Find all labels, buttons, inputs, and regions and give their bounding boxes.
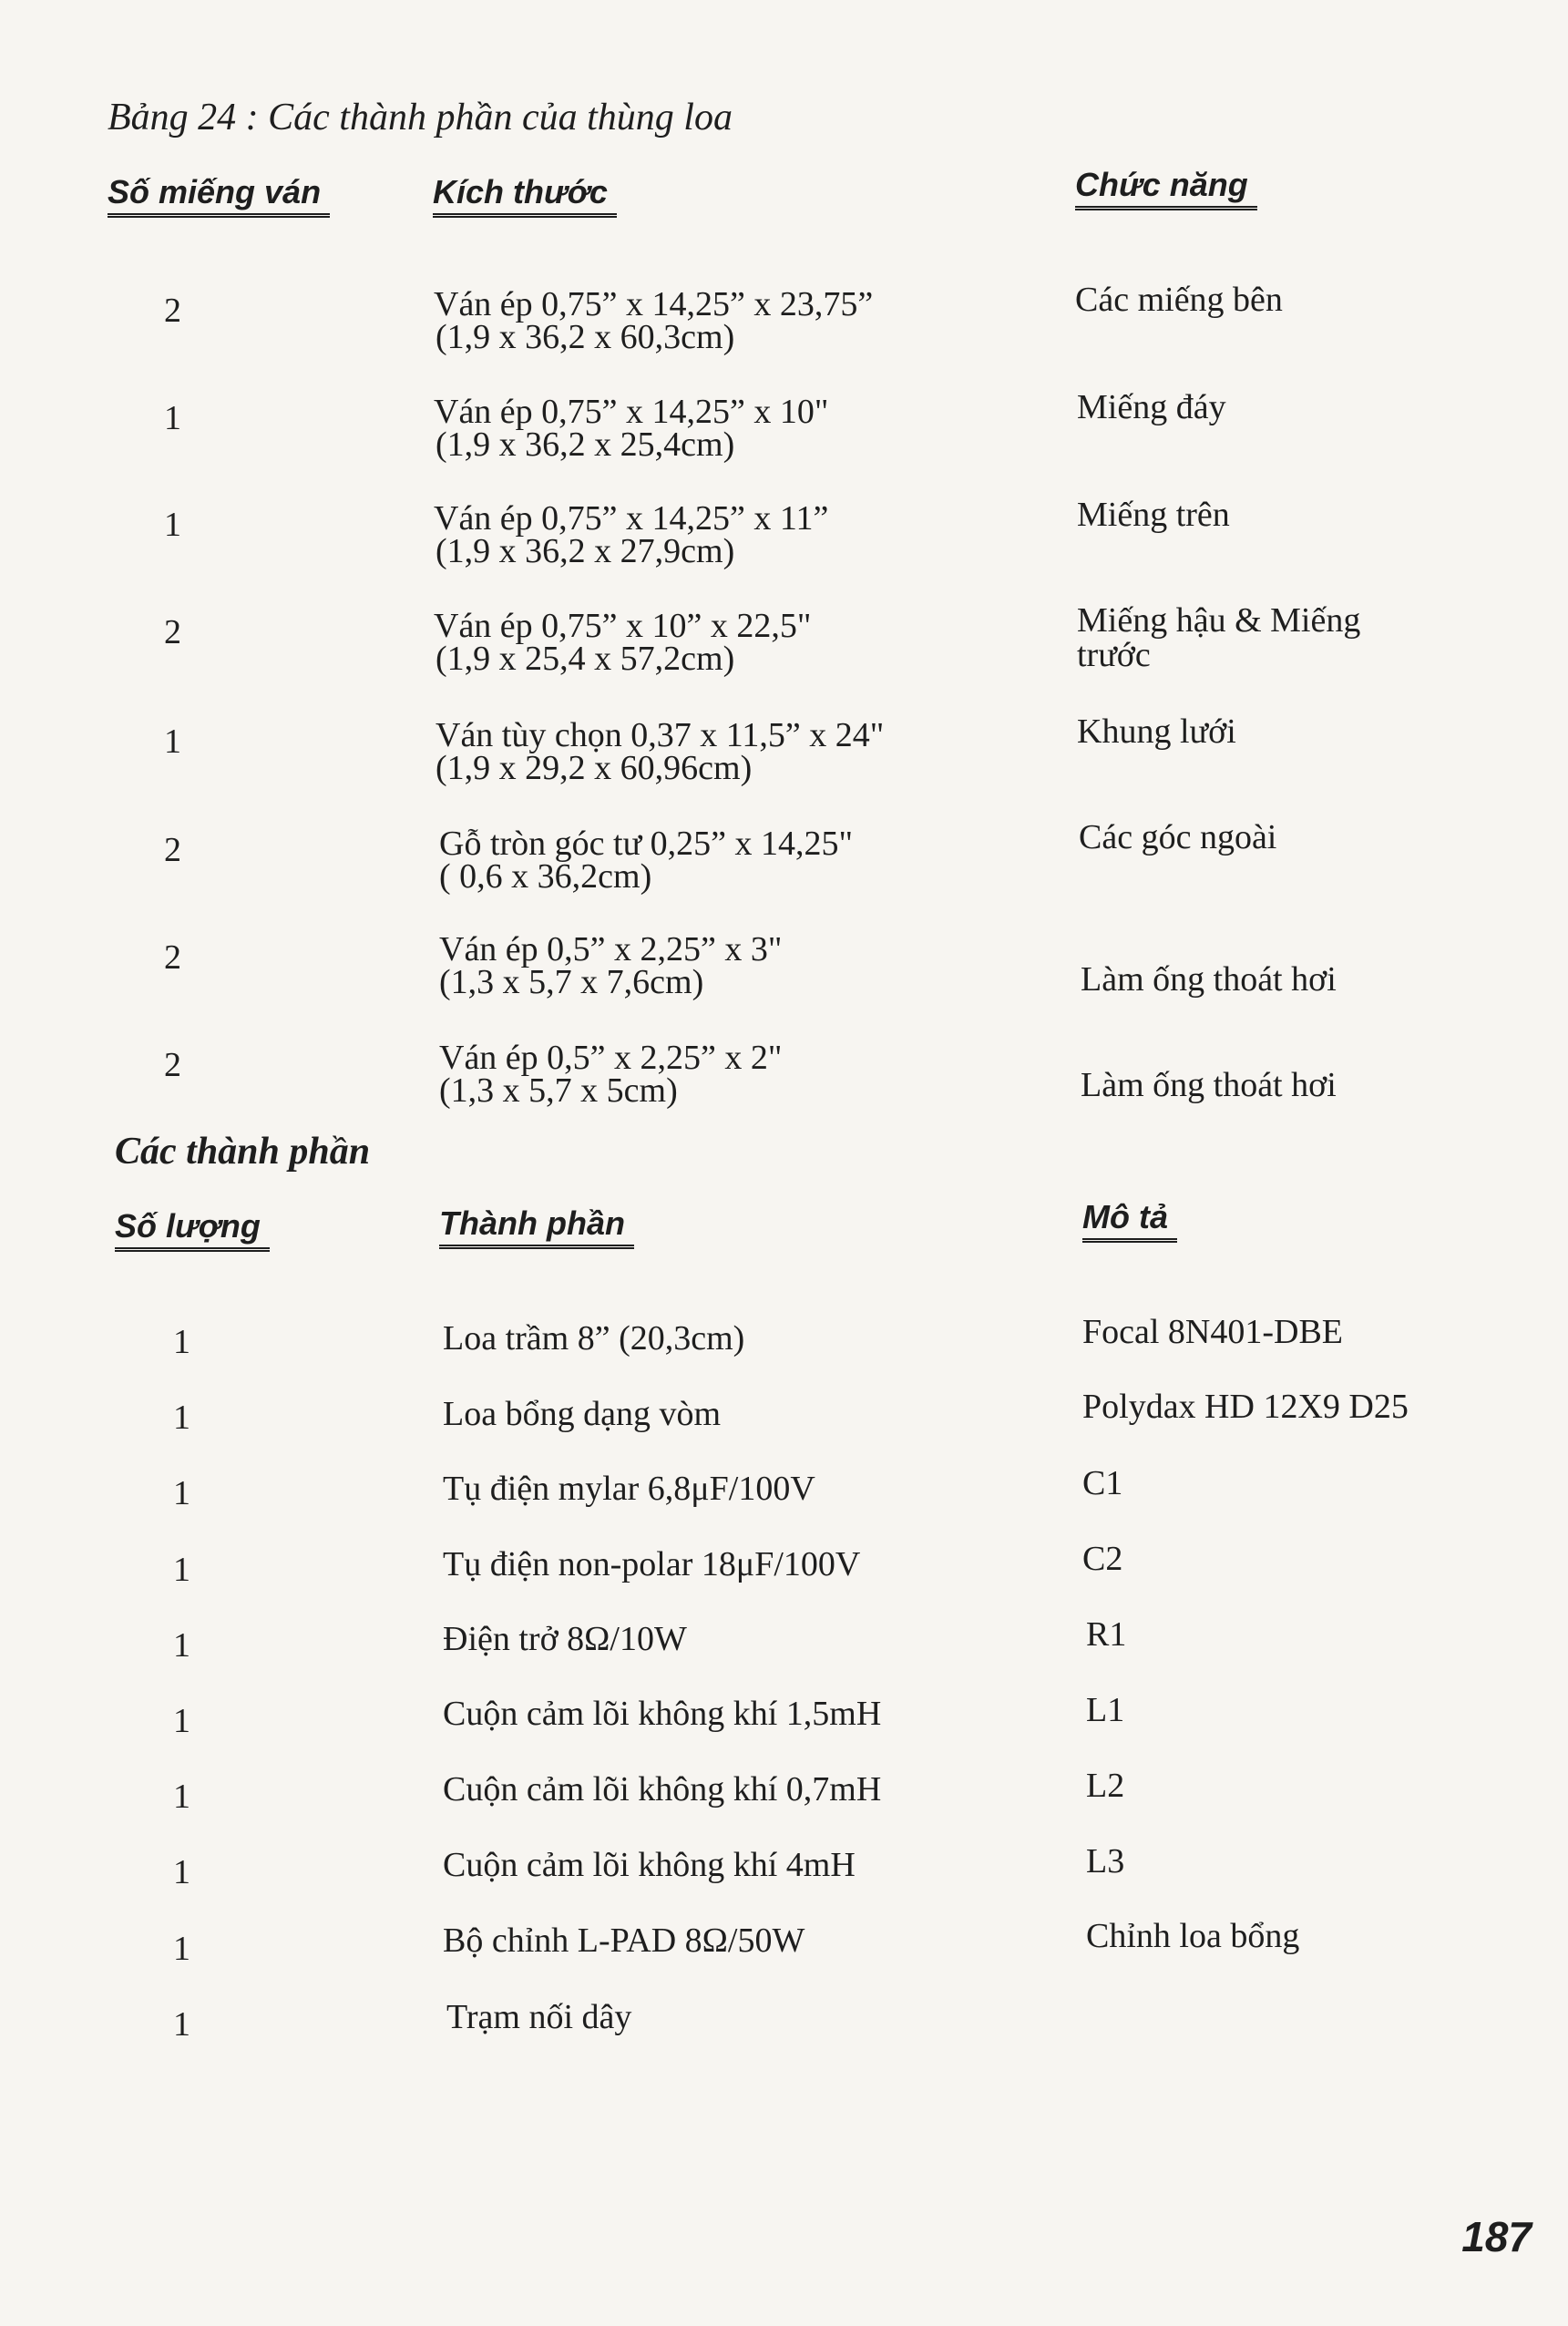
component-row-part: Tụ điện mylar 6,8μF/100V — [443, 1470, 815, 1508]
header-component-part: Thành phần — [439, 1204, 634, 1249]
component-row-description: C1 — [1082, 1464, 1123, 1502]
component-row-quantity: 1 — [173, 1399, 190, 1437]
component-row-part: Tụ điện non-polar 18μF/100V — [443, 1545, 861, 1583]
component-row-part: Loa bổng dạng vòm — [443, 1395, 722, 1433]
panel-row-size-metric: (1,9 x 36,2 x 60,3cm) — [436, 318, 735, 356]
panel-row-function-cont: trước — [1077, 636, 1151, 674]
component-row-description: L1 — [1086, 1691, 1125, 1729]
panel-row-function: Khung lưới — [1077, 712, 1236, 751]
component-row-quantity: 1 — [173, 1626, 190, 1665]
panel-row-function: Làm ống thoát hơi — [1081, 960, 1337, 999]
panel-row-size-metric: (1,9 x 25,4 x 57,2cm) — [436, 640, 735, 678]
component-row-description: C2 — [1082, 1540, 1123, 1578]
component-row-part: Cuộn cảm lõi không khí 4mH — [443, 1846, 856, 1884]
panel-row-size: Ván ép 0,5” x 2,25” x 3" — [439, 930, 783, 968]
panel-row-size-metric: (1,9 x 29,2 x 60,96cm) — [436, 749, 753, 787]
panel-row-size: Ván ép 0,75” x 14,25” x 23,75” — [434, 285, 874, 323]
panel-row-function: Miếng trên — [1077, 496, 1230, 534]
panel-row-size-metric: (1,9 x 36,2 x 25,4cm) — [436, 425, 735, 464]
panel-row-count: 1 — [164, 722, 181, 761]
panel-row-count: 2 — [164, 292, 181, 330]
panel-row-size: Gỗ tròn góc tư 0,25” x 14,25" — [439, 825, 854, 863]
component-row-description: R1 — [1086, 1615, 1127, 1654]
component-row-description: Polydax HD 12X9 D25 — [1082, 1388, 1409, 1426]
header-panel-function: Chức năng — [1075, 166, 1257, 210]
panel-row-size-metric: (1,9 x 36,2 x 27,9cm) — [436, 532, 735, 570]
component-row-description: L2 — [1086, 1767, 1125, 1805]
panel-row-count: 2 — [164, 613, 181, 651]
component-row-description: L3 — [1086, 1842, 1125, 1880]
header-component-description: Mô tả — [1082, 1198, 1177, 1243]
component-row-part: Trạm nối dây — [446, 1998, 632, 2036]
component-row-part: Cuộn cảm lõi không khí 0,7mH — [443, 1770, 882, 1809]
header-panel-count: Số miếng ván — [108, 173, 330, 218]
component-row-description: Chỉnh loa bổng — [1086, 1917, 1300, 1955]
panel-row-count: 2 — [164, 1046, 181, 1084]
panel-row-count: 1 — [164, 399, 181, 437]
panel-row-count: 2 — [164, 831, 181, 869]
component-row-part: Bộ chỉnh L-PAD 8Ω/50W — [443, 1921, 805, 1960]
component-row-quantity: 1 — [173, 1778, 190, 1816]
component-row-quantity: 1 — [173, 1930, 190, 1968]
component-row-quantity: 1 — [173, 1474, 190, 1512]
components-section-title: Các thành phần — [115, 1131, 371, 1173]
panel-row-function: Các góc ngoài — [1079, 818, 1277, 856]
component-row-quantity: 1 — [173, 1702, 190, 1740]
panel-row-function: Miếng hậu & Miếng — [1077, 601, 1361, 640]
panel-row-size-metric: ( 0,6 x 36,2cm) — [439, 857, 652, 896]
component-row-part: Điện trở 8Ω/10W — [443, 1620, 687, 1658]
component-row-quantity: 1 — [173, 1551, 190, 1589]
panel-row-size: Ván ép 0,5” x 2,25” x 2" — [439, 1039, 783, 1077]
component-row-quantity: 1 — [173, 2005, 190, 2044]
page-number: 187 — [1461, 2213, 1532, 2260]
panel-row-count: 1 — [164, 506, 181, 544]
panel-row-size-metric: (1,3 x 5,7 x 7,6cm) — [439, 963, 704, 1001]
table-title: Bảng 24 : Các thành phần của thùng loa — [108, 97, 733, 138]
component-row-part: Loa trầm 8” (20,3cm) — [443, 1319, 745, 1358]
header-component-quantity: Số lượng — [115, 1207, 270, 1252]
panel-row-size-metric: (1,3 x 5,7 x 5cm) — [439, 1071, 678, 1110]
component-row-part: Cuộn cảm lõi không khí 1,5mH — [443, 1695, 882, 1733]
panel-row-size: Ván tùy chọn 0,37 x 11,5” x 24" — [436, 716, 885, 754]
panel-row-count: 2 — [164, 938, 181, 977]
panel-row-function: Miếng đáy — [1077, 388, 1226, 426]
panel-row-function: Các miếng bên — [1075, 281, 1283, 319]
component-row-description: Focal 8N401-DBE — [1082, 1313, 1344, 1351]
header-panel-size: Kích thước — [433, 173, 617, 218]
panel-row-size: Ván ép 0,75” x 10” x 22,5" — [434, 607, 812, 645]
component-row-quantity: 1 — [173, 1323, 190, 1361]
panel-row-size: Ván ép 0,75” x 14,25” x 11” — [434, 499, 829, 538]
component-row-quantity: 1 — [173, 1853, 190, 1891]
panel-row-size: Ván ép 0,75” x 14,25” x 10" — [434, 393, 829, 431]
panel-row-function: Làm ống thoát hơi — [1081, 1066, 1337, 1104]
